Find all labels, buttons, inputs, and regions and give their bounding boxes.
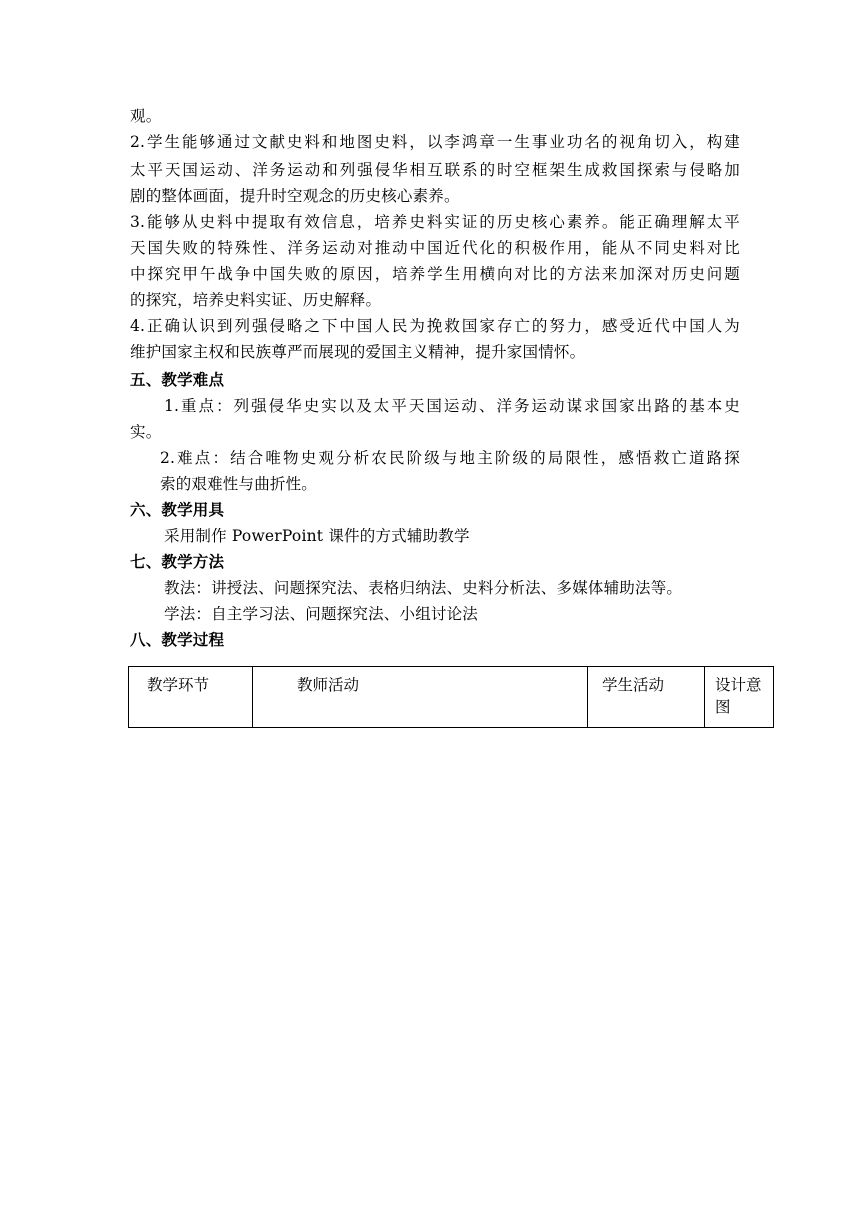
paragraph-line: 中探究甲午战争中国失败的原因，培养学生用横向对比的方法来加深对历史问题	[130, 265, 740, 283]
paragraph-line: 剧的整体画面，提升时空观念的历史核心素养。	[130, 187, 460, 205]
table-header-cell: 设计意图	[705, 667, 774, 728]
section-heading: 六、教学用具	[130, 501, 225, 519]
teaching-process-table	[128, 666, 774, 728]
table-header-cell: 教师活动	[253, 667, 588, 728]
paragraph-line: 维护国家主权和民族尊严而展现的爱国主义精神，提升家国情怀。	[130, 343, 586, 361]
paragraph-line: 2.学生能够通过文献史料和地图史料，以李鸿章一生事业功名的视角切入，构建	[130, 133, 740, 151]
paragraph-line: 4.正确认识到列强侵略之下中国人民为挽救国家存亡的努力，感受近代中国人为	[130, 317, 740, 335]
paragraph-line: 3.能够从史料中提取有效信息，培养史料实证的历史核心素养。能正确理解太平	[130, 213, 740, 231]
paragraph-line: 索的艰难性与曲折性。	[160, 475, 318, 493]
section-heading: 七、教学方法	[130, 553, 225, 571]
table-header-cell: 学生活动	[588, 667, 705, 728]
paragraph-line: 观。	[130, 107, 162, 125]
paragraph-line: 的探究，培养史料实证、历史解释。	[130, 291, 382, 309]
paragraph-line: 学法：自主学习法、问题探究法、小组讨论法	[164, 605, 479, 623]
paragraph-line: 1.重点：列强侵华史实以及太平天国运动、洋务运动谋求国家出路的基本史	[164, 397, 740, 415]
paragraph-line: 教法：讲授法、问题探究法、表格归纳法、史料分析法、多媒体辅助法等。	[164, 579, 683, 597]
section-heading: 八、教学过程	[130, 631, 225, 649]
paragraph-line: 2.难点：结合唯物史观分析农民阶级与地主阶级的局限性，感悟救亡道路探	[160, 449, 740, 467]
table-header-cell: 教学环节	[129, 667, 253, 728]
paragraph-line: 采用制作 PowerPoint 课件的方式辅助教学	[164, 527, 470, 545]
paragraph-line: 天国失败的特殊性、洋务运动对推动中国近代化的积极作用，能从不同史料对比	[130, 239, 740, 257]
paragraph-line: 太平天国运动、洋务运动和列强侵华相互联系的时空框架生成救国探索与侵略加	[130, 161, 740, 179]
section-heading: 五、教学难点	[130, 371, 225, 389]
table-row	[129, 667, 774, 728]
paragraph-line: 实。	[130, 423, 162, 441]
